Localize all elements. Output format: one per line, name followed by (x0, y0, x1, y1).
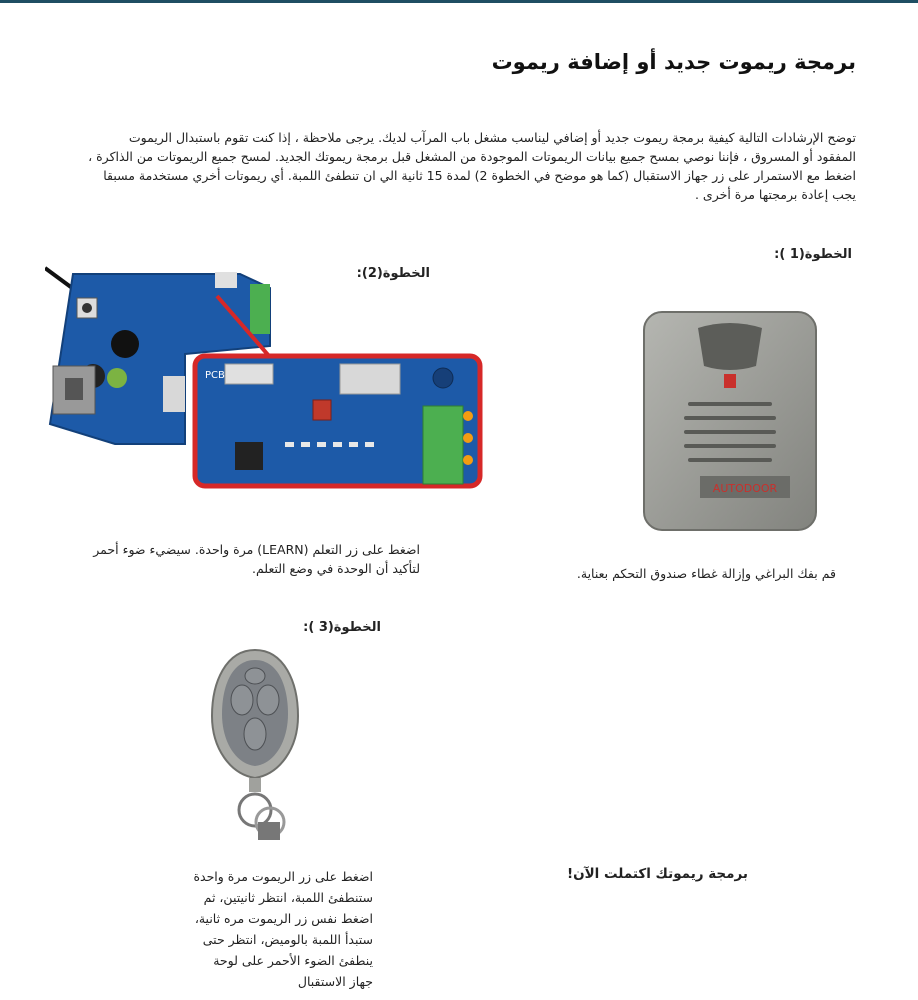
top-rule (0, 0, 918, 3)
page-title: برمجة ريموت جديد أو إضافة ريموت (491, 50, 856, 74)
intro-line: المفقود أو المسروق ، فإننا نوصي بمسح جميع بيانات الريموتات الموجودة من المشغل قبل برمجة ريموتك الجديد. لمسح جميع الريموتات من الذاكرة ، (88, 149, 856, 164)
step3-caption-line: ستنطفئ اللمبة، انتظر ثانيتين، ثم (203, 890, 373, 905)
control-box-photo (640, 308, 820, 534)
step2-caption (93, 540, 420, 578)
step3-caption-line: جهاز الاستقبال (297, 974, 373, 989)
completion-message: برمجة ريموتك اكتملت الآن! (566, 866, 748, 882)
step3-heading: الخطوة(3 ): (303, 620, 381, 635)
pcb-label: PCB (205, 370, 225, 381)
intro-line: اضغط مع الاستمرار على زر جهاز الاستقبال (كما هو موضح في الخطوة 2) لمدة 15 ثانية الي ان تنطفئ اللمبة. أي ريموتات أخري مستخدمة مسبقا (103, 168, 856, 183)
intro-line: يجب إعادة برمجتها مرة أخرى . (694, 187, 856, 202)
step3-caption-line: اضغط على زر الريموت مرة واحدة (193, 869, 373, 884)
step2-heading: الخطوة(2): (356, 266, 430, 281)
step3-caption-line: ينطفئ الضوء الأحمر على لوحة (213, 953, 373, 968)
step1-heading: الخطوة(1 ): (774, 247, 852, 262)
brand-label: AUTODOOR (712, 482, 778, 495)
step1-caption: قم بفك البراغي وإزالة غطاء صندوق التحكم بعناية. (576, 566, 836, 581)
remote-control-photo (200, 646, 310, 846)
step2-caption-line: اضغط على زر التعلم (LEARN) مرة واحدة. سيضيء ضوء أحمر (93, 542, 420, 557)
intro-line: توضح الإرشادات التالية كيفية برمجة ريموت جديد أو إضافي ليناسب مشغل باب المرآب لديك. يرجى ملاحظة ، إذا كنت تقوم باستبدال الريموت (128, 130, 856, 145)
step2-caption-line: لتأكيد أن الوحدة في وضع التعلم. (252, 561, 420, 576)
receiver-board-photo (45, 266, 485, 494)
step3-caption-line: ستبدأ اللمبة بالوميض، انتظر حتى (202, 932, 373, 947)
step3-caption-line: اضغط نفس زر الريموت مره ثانية، (194, 911, 373, 926)
step3-caption (193, 866, 373, 992)
intro-paragraph (56, 128, 856, 204)
